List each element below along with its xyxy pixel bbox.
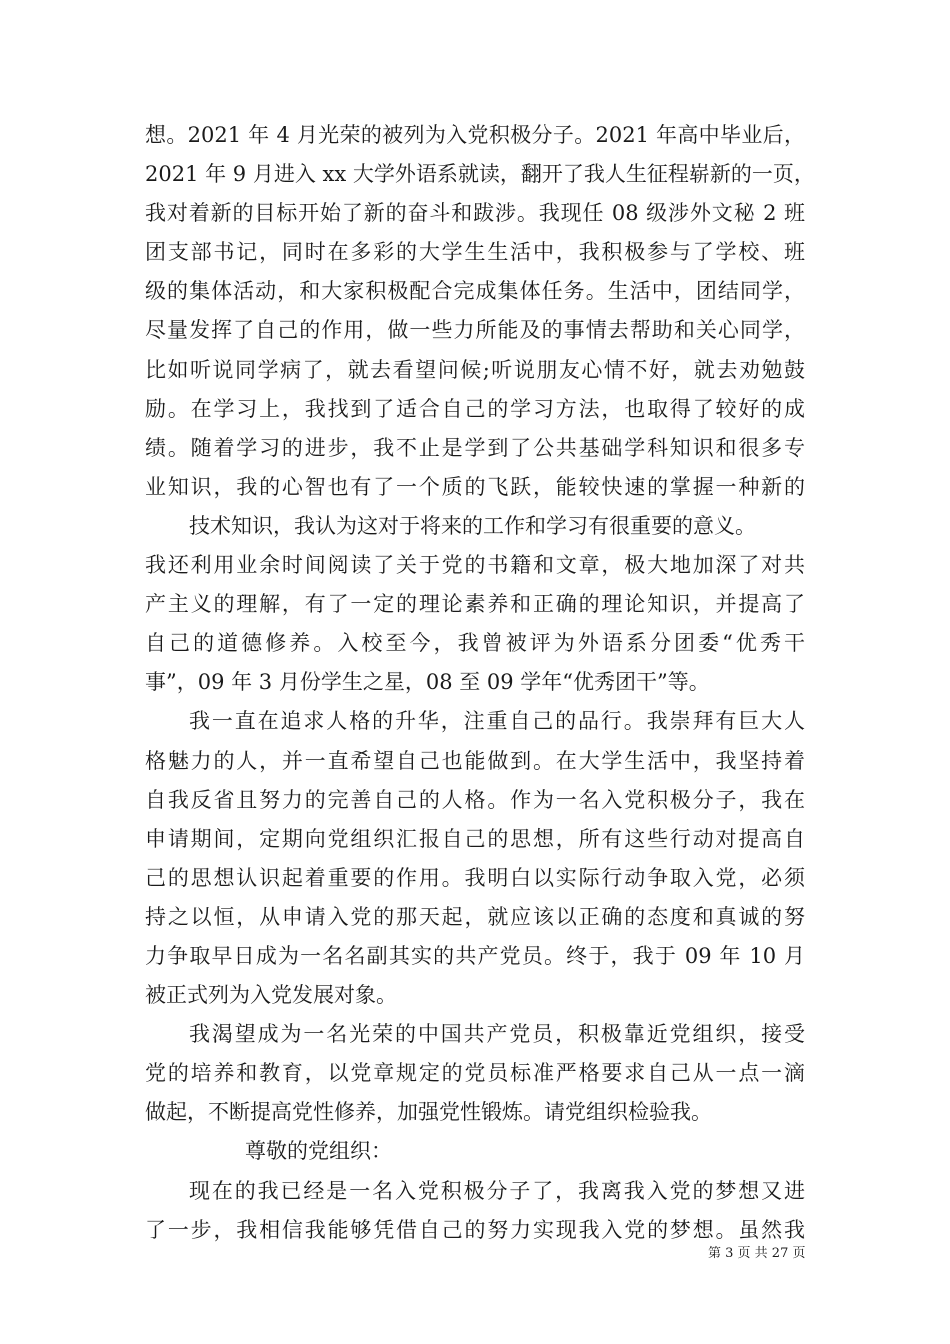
text-line: 申请期间，定期向党组织汇报自己的思想，所有这些行动对提高自 [145,826,805,851]
text-line: 现在的我已经是一名入党积极分子了，我离我入党的梦想又进 [189,1178,805,1203]
text-line: 2021 年 9 月进入 xx 大学外语系就读，翻开了我人生征程崭新的一页， [145,162,815,187]
text-line: 业知识，我的心智也有了一个质的飞跃，能较快速的掌握一种新的 [145,474,805,499]
text-line: 我渴望成为一名光荣的中国共产党员，积极靠近党组织，接受 [189,1022,805,1047]
text-line: 力争取早日成为一名名副其实的共产党员。终于，我于 09 年 10 月 [145,943,805,968]
document-body [145,116,815,1250]
text-line: 想。2021 年 4 月光荣的被列为入党积极分子。2021 年高中毕业后， [145,123,805,147]
text-line: 我一直在追求人格的升华，注重自己的品行。我崇拜有巨大人 [189,709,805,734]
salutation: 尊敬的党组织： [245,1139,392,1164]
text-line: 党的培养和教育，以党章规定的党员标准严格要求自己从一点一滴 [145,1061,805,1086]
text-line: 自我反省且努力的完善自己的人格。作为一名入党积极分子，我在 [145,787,805,812]
text-line: 绩。随着学习的进步，我不止是学到了公共基础学科知识和很多专 [145,435,805,460]
text-line: 被正式列为入党发展对象。 [145,983,397,1008]
text-line: 自己的道德修养。入校至今，我曾被评为外语系分团委“优秀干 [145,631,805,656]
text-line: 己的思想认识起着重要的作用。我明白以实际行动争取入党，必须 [145,865,805,890]
text-line: 产主义的理解，有了一定的理论素养和正确的理论知识，并提高了 [145,592,805,617]
text-line: 团支部书记，同时在多彩的大学生生活中，我积极参与了学校、班 [145,240,805,265]
text-line: 技术知识，我认为这对于将来的工作和学习有很重要的意义。 [189,513,756,538]
text-line: 级的集体活动，和大家积极配合完成集体任务。生活中，团结同学， [145,279,805,304]
text-line: 励。在学习上，我找到了适合自己的学习方法，也取得了较好的成 [145,396,805,421]
text-line: 做起，不断提高党性修养，加强党性锻炼。请党组织检验我。 [145,1100,712,1125]
text-line: 格魅力的人，并一直希望自己也能做到。在大学生活中，我坚持着 [145,748,805,773]
text-line: 了一步，我相信我能够凭借自己的努力实现我入党的梦想。虽然我 [145,1217,805,1242]
text-line: 我还利用业余时间阅读了关于党的书籍和文章，极大地加深了对共 [145,553,805,578]
text-line: 事”，09 年 3 月份学生之星，08 至 09 学年“优秀团干”等。 [145,670,710,695]
text-line: 持之以恒，从申请入党的那天起，就应该以正确的态度和真诚的努 [145,904,805,929]
page-number: 第 3 页 共 27 页 [708,1246,806,1261]
text-line: 比如听说同学病了，就去看望问候;听说朋友心情不好，就去劝勉鼓 [145,357,805,382]
text-line: 尽量发挥了自己的作用，做一些力所能及的事情去帮助和关心同学， [145,318,805,343]
text-line: 我对着新的目标开始了新的奋斗和跋涉。我现任 08 级涉外文秘 2 班 [145,201,805,226]
